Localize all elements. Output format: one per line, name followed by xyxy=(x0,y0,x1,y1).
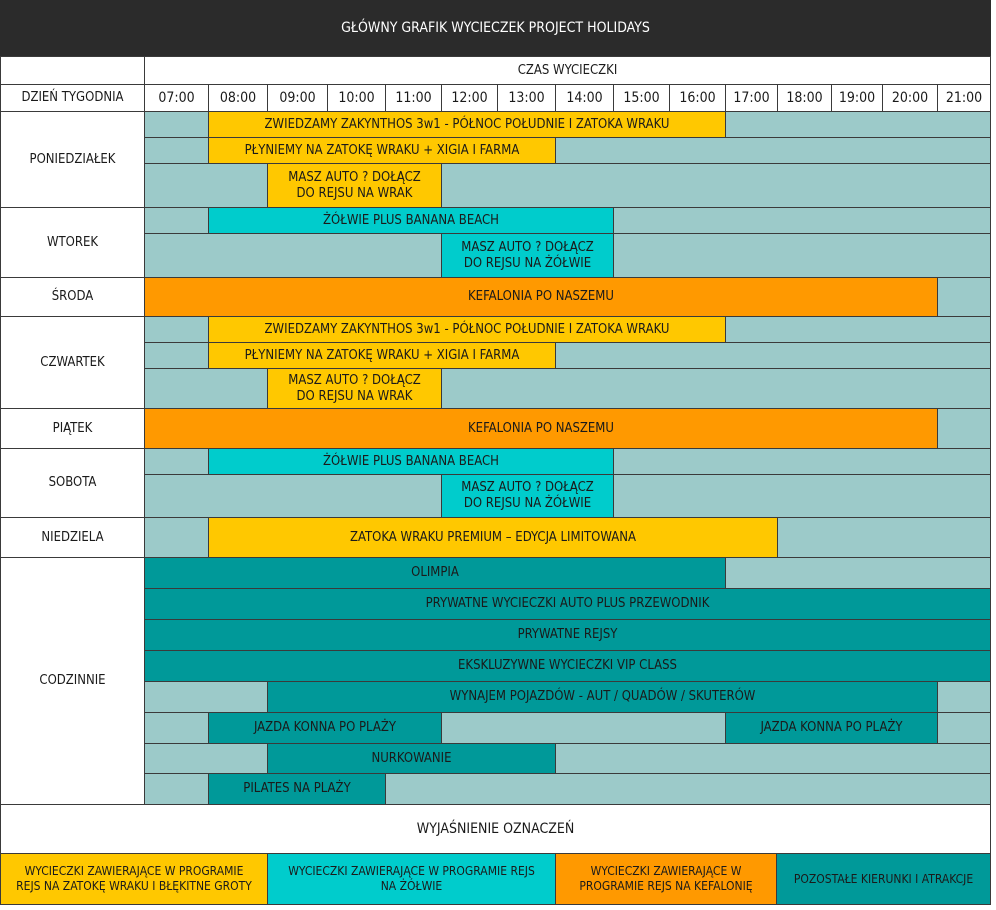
event-zatoka-premium[interactable]: ZATOKA WRAKU PREMIUM – EDYCJA LIMITOWANA xyxy=(208,517,778,558)
hour-2000: 20:00 xyxy=(882,84,938,112)
hour-0900: 09:00 xyxy=(267,84,328,112)
legend-line: REJS NA ZATOKĘ WRAKU I BŁĘKITNE GROTY xyxy=(16,879,252,893)
legend-line: WYCIECZKI ZAWIERAJĄCE W PROGRAMIE REJS xyxy=(288,864,535,878)
legend-line: POZOSTAŁE KIERUNKI I ATRAKCJE xyxy=(793,871,974,886)
empty-slot xyxy=(144,517,209,558)
empty-slot xyxy=(441,712,726,744)
empty-slot xyxy=(613,233,991,278)
empty-slot xyxy=(555,137,991,164)
legend-line: NA ŻÓŁWIE xyxy=(380,879,443,893)
empty-slot xyxy=(937,681,991,713)
empty-slot xyxy=(144,681,268,713)
legend-item-cyan xyxy=(267,853,556,905)
event-zakynthos-3w1[interactable]: ZWIEDZAMY ZAKYNTHOS 3w1 - PÓŁNOC POŁUDNIE I ZATOKA WRAKU xyxy=(208,316,726,343)
event-masz-auto-wrak[interactable] xyxy=(267,163,442,208)
empty-slot xyxy=(937,277,991,317)
day-daily: CODZINNIE xyxy=(0,557,145,805)
legend-item-teal xyxy=(776,853,991,905)
hour-1200: 12:00 xyxy=(441,84,498,112)
event-masz-auto-zolwie[interactable] xyxy=(441,233,614,278)
legend-title: WYJAŚNIENIE OZNACZEŃ xyxy=(0,804,991,854)
legend-line: WYCIECZKI ZAWIERAJĄCE W PROGRAMIE xyxy=(24,864,244,878)
event-line: MASZ AUTO ? DOŁĄCZ xyxy=(288,169,421,185)
time-header: CZAS WYCIECZKI xyxy=(144,56,991,85)
empty-slot xyxy=(777,517,991,558)
event-line: MASZ AUTO ? DOŁĄCZ xyxy=(461,480,594,495)
event-line: DO REJSU NA ŻÓŁWIE xyxy=(463,255,592,271)
empty-slot xyxy=(441,368,991,409)
hour-1000: 10:00 xyxy=(327,84,386,112)
legend-line: PROGRAMIE REJS NA KEFALONIĘ xyxy=(579,879,753,893)
empty-slot xyxy=(144,474,442,518)
empty-slot xyxy=(937,712,991,744)
empty-slot xyxy=(441,163,991,208)
legend-item-orange xyxy=(555,853,777,905)
empty-slot xyxy=(725,316,991,343)
event-line: DO REJSU NA ŻÓŁWIE xyxy=(463,496,592,511)
empty-slot xyxy=(144,743,268,774)
day-thursday: CZWARTEK xyxy=(0,316,145,409)
empty-slot xyxy=(144,137,209,164)
page-title: GŁÓWNY GRAFIK WYCIECZEK PROJECT HOLIDAYS xyxy=(0,0,991,56)
empty-slot xyxy=(613,207,991,234)
event-line: MASZ AUTO ? DOŁĄCZ xyxy=(288,372,421,388)
event-line: DO REJSU NA WRAK xyxy=(296,185,413,201)
empty-slot xyxy=(144,773,209,805)
empty-slot xyxy=(555,743,991,774)
legend-line: WYCIECZKI ZAWIERAJĄCE W xyxy=(590,864,742,878)
empty-slot xyxy=(937,408,991,449)
empty-slot xyxy=(144,368,268,409)
event-kefalonia[interactable]: KEFALONIA PO NASZEMU xyxy=(144,277,938,317)
event-jazda-konna[interactable]: JAZDA KONNA PO PLAŻY xyxy=(208,712,442,744)
event-jazda-konna[interactable]: JAZDA KONNA PO PLAŻY xyxy=(725,712,938,744)
empty-slot xyxy=(725,111,991,138)
event-plyniemy[interactable]: PŁYNIEMY NA ZATOKĘ WRAKU + XIGIA I FARMA xyxy=(208,342,556,369)
event-olimpia[interactable]: OLIMPIA xyxy=(144,557,726,589)
empty-slot xyxy=(144,207,209,234)
event-zolwie-banana[interactable]: ŻÓŁWIE PLUS BANANA BEACH xyxy=(208,448,614,475)
hour-2100: 21:00 xyxy=(937,84,991,112)
empty-slot xyxy=(144,448,209,475)
event-prywatne-rejsy[interactable]: PRYWATNE REJSY xyxy=(144,619,991,651)
event-vip[interactable]: EKSKLUZYWNE WYCIECZKI VIP CLASS xyxy=(144,650,991,682)
empty-slot xyxy=(144,163,268,208)
day-monday: PONIEDZIAŁEK xyxy=(0,111,145,208)
event-pilates[interactable]: PILATES NA PLAŻY xyxy=(208,773,386,805)
empty-slot xyxy=(613,474,991,518)
hour-1100: 11:00 xyxy=(385,84,442,112)
hour-1400: 14:00 xyxy=(555,84,614,112)
empty-slot xyxy=(144,233,442,278)
hour-1500: 15:00 xyxy=(613,84,670,112)
event-line: DO REJSU NA WRAK xyxy=(296,388,413,404)
empty-slot xyxy=(144,712,209,744)
empty-slot xyxy=(144,316,209,343)
day-wednesday: ŚRODA xyxy=(0,277,145,317)
empty-slot xyxy=(725,557,991,589)
empty-slot xyxy=(385,773,991,805)
event-prywatne-auto[interactable]: PRYWATNE WYCIECZKI AUTO PLUS PRZEWODNIK xyxy=(144,588,991,620)
event-plyniemy[interactable]: PŁYNIEMY NA ZATOKĘ WRAKU + XIGIA I FARMA xyxy=(208,137,556,164)
legend-item-yellow xyxy=(0,853,268,905)
header-corner xyxy=(0,56,145,85)
hour-1800: 18:00 xyxy=(777,84,832,112)
hour-1300: 13:00 xyxy=(497,84,556,112)
event-zolwie-banana[interactable]: ŻÓŁWIE PLUS BANANA BEACH xyxy=(208,207,614,234)
event-masz-auto-zolwie[interactable] xyxy=(441,474,614,518)
day-friday: PIĄTEK xyxy=(0,408,145,449)
event-wynajem[interactable]: WYNAJEM POJAZDÓW - AUT / QUADÓW / SKUTERÓW xyxy=(267,681,938,713)
hour-1900: 19:00 xyxy=(831,84,883,112)
event-zakynthos-3w1[interactable]: ZWIEDZAMY ZAKYNTHOS 3w1 - PÓŁNOC POŁUDNIE I ZATOKA WRAKU xyxy=(208,111,726,138)
hour-1700: 17:00 xyxy=(725,84,778,112)
day-tuesday: WTOREK xyxy=(0,207,145,278)
empty-slot xyxy=(555,342,991,369)
day-sunday: NIEDZIELA xyxy=(0,517,145,558)
event-masz-auto-wrak[interactable] xyxy=(267,368,442,409)
event-kefalonia[interactable]: KEFALONIA PO NASZEMU xyxy=(144,408,938,449)
day-header: DZIEŃ TYGODNIA xyxy=(0,84,145,112)
empty-slot xyxy=(613,448,991,475)
event-line: MASZ AUTO ? DOŁĄCZ xyxy=(461,239,594,255)
event-nurkowanie[interactable]: NURKOWANIE xyxy=(267,743,556,774)
hour-0800: 08:00 xyxy=(208,84,268,112)
day-saturday: SOBOTA xyxy=(0,448,145,518)
hour-0700: 07:00 xyxy=(144,84,209,112)
empty-slot xyxy=(144,342,209,369)
empty-slot xyxy=(144,111,209,138)
hour-1600: 16:00 xyxy=(669,84,726,112)
